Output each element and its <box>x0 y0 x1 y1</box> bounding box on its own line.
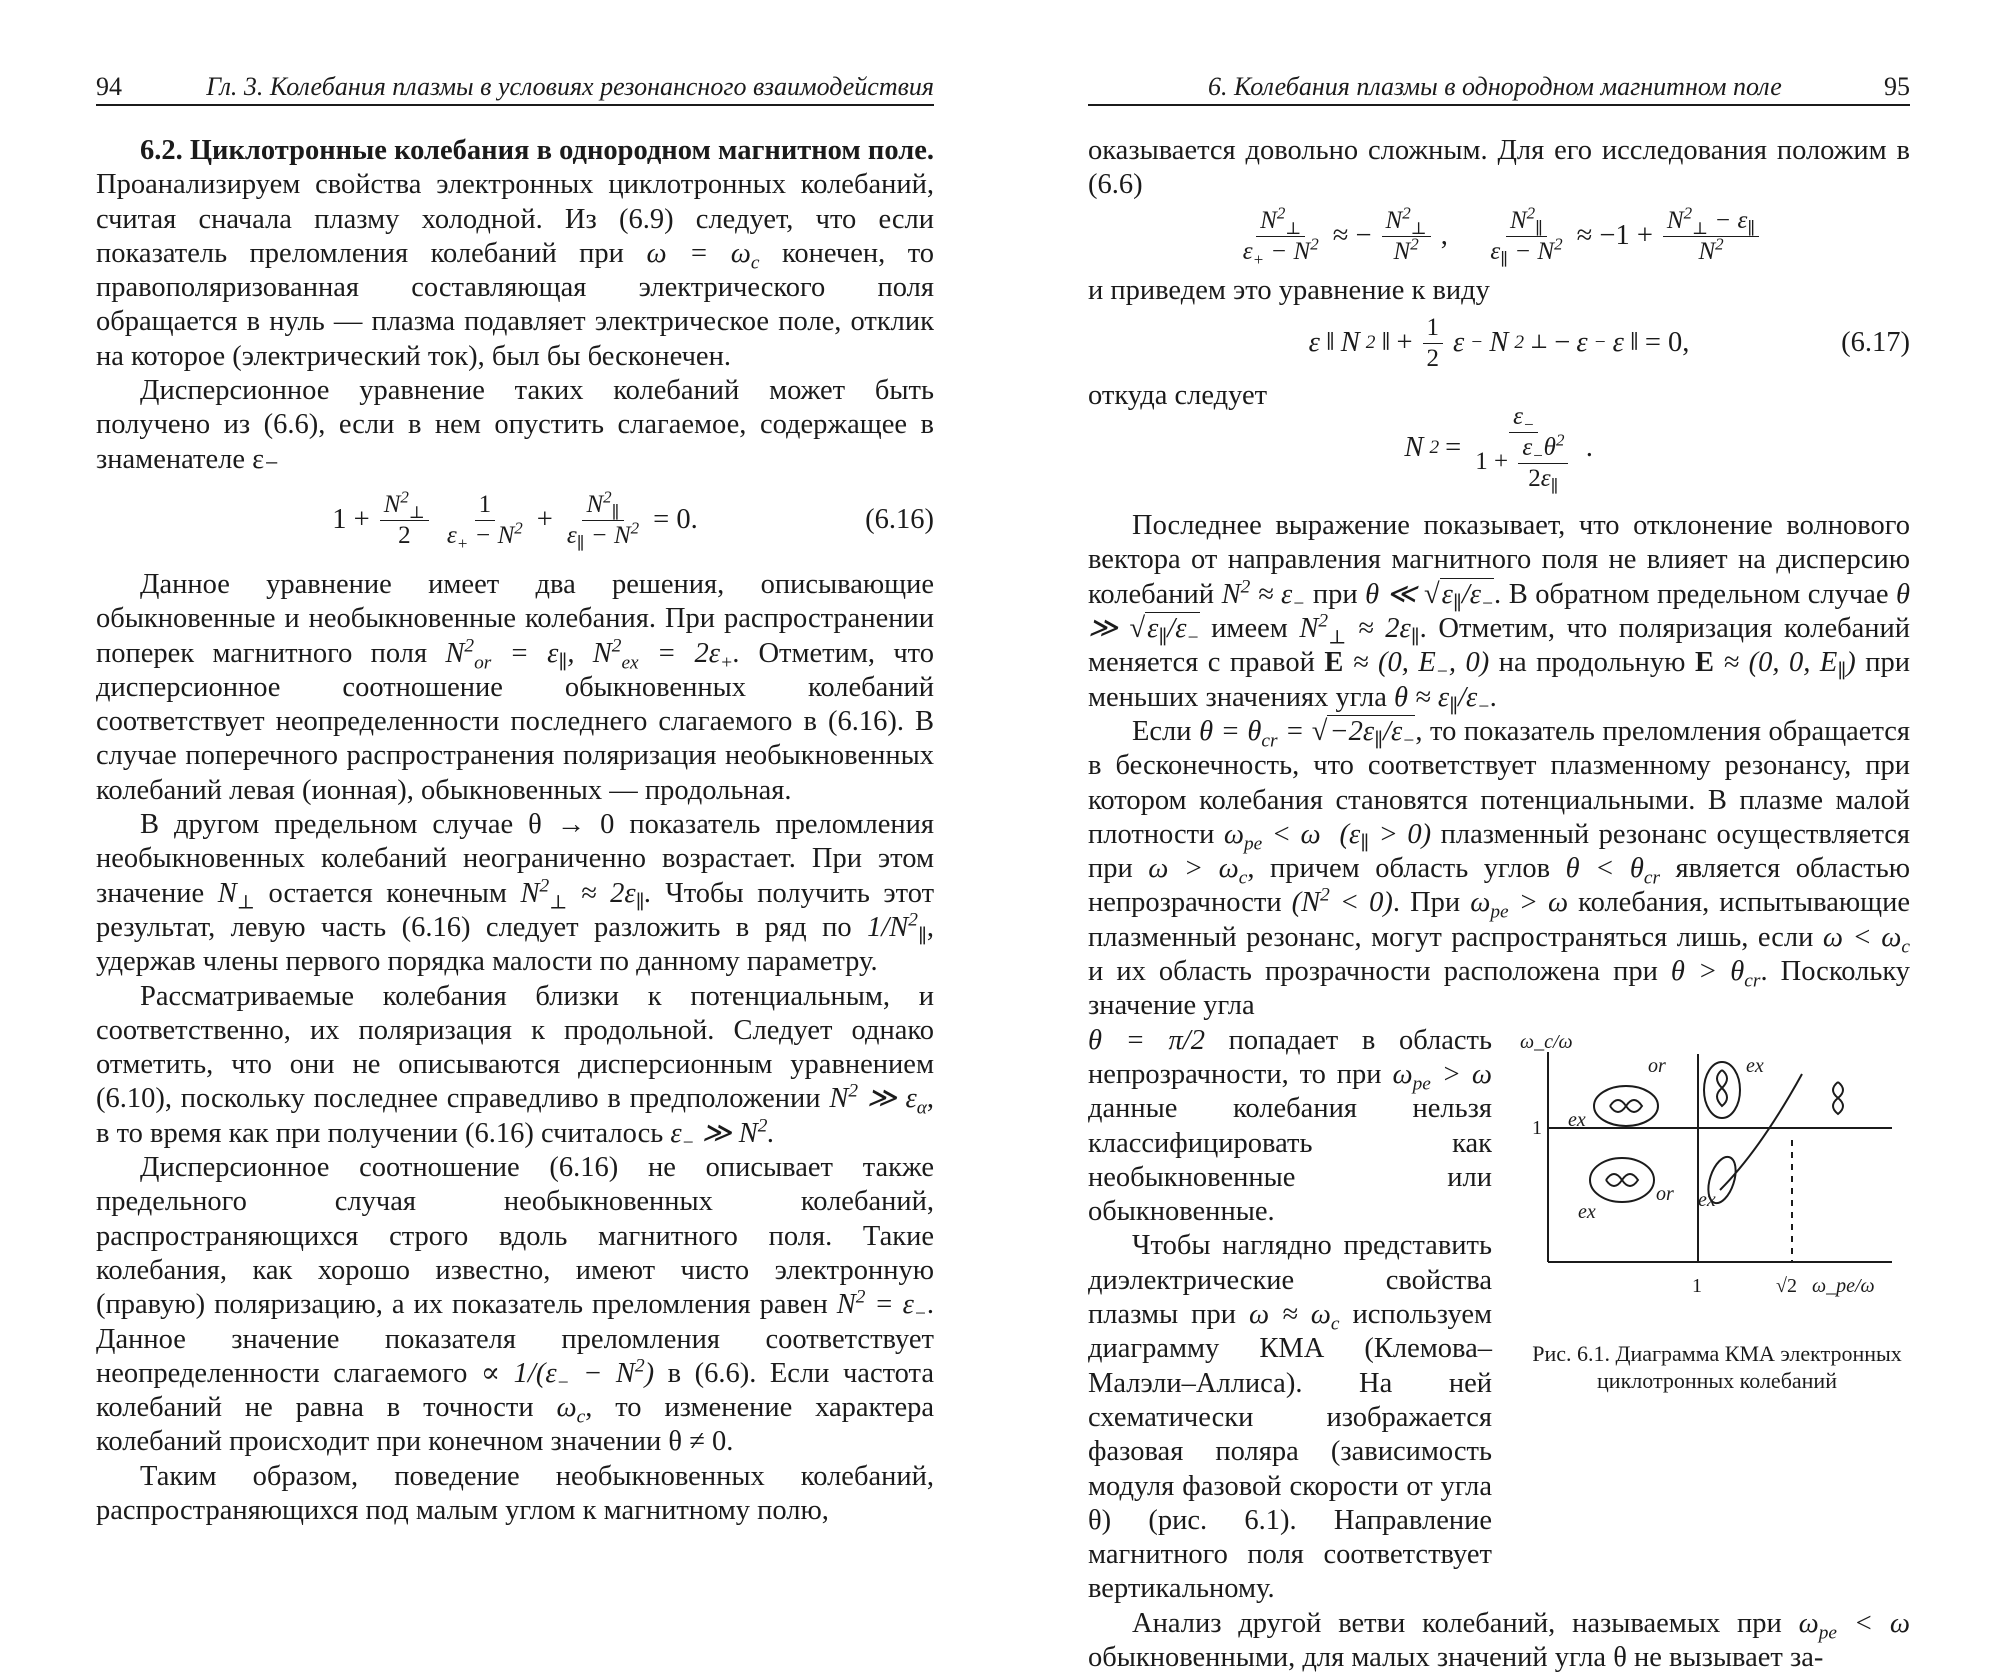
right-running-title: 6. Колебания плазмы в однородном магнитном поле <box>1208 72 1782 101</box>
equation-number: (6.17) <box>1841 327 1910 359</box>
figure-section <box>1088 1024 1910 1607</box>
equation-6-17: ε ∥ N 2 ∥ + $\frac{1}{2}$ ε − N 2 ⊥ − ε − ε ∥ = 0, (6.17) <box>1308 313 1910 372</box>
figure-caption: Рис. 6.1. Диаграмма КМА электронных циклотронных колебаний <box>1532 1340 1902 1393</box>
paragraph-r5-bottom: θ = π/2 попадает в область непрозрачности, то при $\omega_{pe} > \omega$ данные колебания нельзя классифицировать как необыкновенные или обыкновенные. <box>1088 1024 1492 1228</box>
right-page-number: 95 <box>1884 72 1910 101</box>
resonance-curve <box>1720 1074 1802 1190</box>
paragraph-4: В другом предельном случае θ → 0 показатель преломления необыкновенных колебаний неограниченно возрастает. При этом значение $N_\perp$ остается конечным $N^2_\perp \approx 2\varepsilon_\parallel$. Чтобы получить этот результат, левую часть (6.16) следует разложить в ряд по $1/N^2_\parallel$, удержав члены первого порядка малости по данному параметру. <box>96 809 935 978</box>
paragraph-r4: Последнее выражение показывает, что отклонение волнового вектора от направления магнитного поля не влияет на дисперсию колебаний $N^2 \approx \varepsilon_-$ при θ ≪ $√\varepsilon_\parallel/\varepsilon_-$. В обратном предельном случае θ ≫ $√\varepsilon_\parallel/\varepsilon_-$ имеем $N^2_\perp \approx 2\varepsilon_\parallel$. Отметим, что поляризация колебаний меняется с правой E ≈ (0, $E_-$, 0) на продольную E ≈ (0, 0, $E_\parallel$) при меньших значениях угла $\theta \approx \varepsilon_\parallel/\varepsilon_-$. <box>1088 510 1911 718</box>
left-running-title: Гл. 3. Колебания плазмы в условиях резонансного взаимодействия <box>206 72 934 101</box>
left-page-number: 94 <box>96 72 122 101</box>
left-running-head <box>96 70 934 106</box>
tick-x-sqrt2: √2 <box>1776 1274 1797 1297</box>
figure-6-1 <box>1520 1030 1914 1394</box>
formula: $\omega = \omega_c$ <box>646 237 760 274</box>
tick-x-1: 1 <box>1692 1274 1702 1297</box>
paragraph-r1: оказывается довольно сложным. Для его исследования положим в (6.6) <box>1088 135 1910 201</box>
paragraph-r6: Чтобы наглядно представить диэлектрические свойства плазмы при $\omega \approx \omega_c$ используем диаграмму КМА (Клемова–Малэли–Аллиса). На ней схематически изображается фазовая поляра (зависимость модуля фазовой скорости от угла θ) (рис. 6.1). Направление магнитного поля соответствует вертикальному. <box>1088 1230 1493 1605</box>
label-or-top: or <box>1648 1054 1666 1077</box>
paragraph-2: Дисперсионное уравнение таких колебаний может быть получено из (6.6), если в нем опустить слагаемое, содержащее в знаменателе ε₋ <box>96 375 934 475</box>
paragraph-6: Дисперсионное соотношение (6.16) не описывает также предельного случая необыкновенных колебаний, распространяющихся строго вдоль магнитного поля. Такие колебания, как хорошо известно, имеют чисто электронную (правую) поляризацию, а их показатель преломления равен $N^2 = \varepsilon_-$. Данное значение показателя преломления соответствует неопределенности слагаемого ∝ $1/(\varepsilon_- - N^2)$ в (6.6). Если частота колебаний не равна в точности $\omega_c$, то изменение характера колебаний происходит при конечном значении θ ≠ 0. <box>96 1152 935 1458</box>
figure-side-text <box>1088 1024 1492 1607</box>
paragraph-5: Рассматриваемые колебания близки к потенциальным, и соответственно, их поляризация к продольной. Следует однако отметить, что они не описываются дисперсионным уравнением (6.10), поскольку последнее справедливо в предположении $N^2$ ≫ $\varepsilon_\alpha$, в то время как при получении (6.16) считалось $\varepsilon_-$ ≫ $N^2$. <box>96 980 934 1154</box>
paragraph-r7: Анализ другой ветви колебаний, называемых при $\omega_{pe} < \omega$ обыкновенными, для малых значений угла θ не вызывает за- <box>1088 1607 1910 1673</box>
tick-y-1: 1 <box>1532 1116 1542 1139</box>
n-squared-formula: N 2 = $\varepsilon_-$ 1 + $\frac{\varepsilon_-\theta^2}{2\varepsilon_\parallel}$ . <box>1404 403 1594 497</box>
right-running-head <box>1088 70 1910 106</box>
paragraph-3: Данное уравнение имеет два решения, описывающие обыкновенные и необыкновенные колебания. При распространении поперек магнитного поля $N^2_{or} = \varepsilon_\parallel$, $N^2_{ex} = 2\varepsilon_+$. Отметим, что дисперсионное соотношение обыкновенных колебаний соответствует неопределенности последнего слагаемого в (6.16). В случае поперечного распространения поляризация необыкновенных колебаний левая (ионная), обыкновенных — продольная. <box>96 568 934 806</box>
paragraph-r2: и приведем это уравнение к виду <box>1088 274 1490 306</box>
approximation-formula: $\frac{N^2_\perp}{\varepsilon_+ - N^2}$ ≈ − $\frac{N^2_\perp}{N^2}$ , $\frac{N^2_\parallel}{\varepsilon_\parallel - N^2}$ ≈ −1 + $\frac{N^2_\perp - \varepsilon_\parallel}{N^2}$ <box>1088 207 1910 266</box>
left-page <box>96 70 934 1528</box>
cma-diagram <box>1520 1030 1914 1330</box>
lemniscate-top <box>1610 1100 1642 1112</box>
label-ex-top-left: ex <box>1568 1108 1586 1131</box>
right-page <box>1088 70 1910 1675</box>
x-axis-label: ω_pe/ω <box>1812 1274 1875 1297</box>
label-ex-top-right: ex <box>1746 1054 1764 1077</box>
y-axis-label: ω_c/ω <box>1520 1030 1573 1053</box>
label-or-bottom: or <box>1656 1182 1674 1205</box>
equation-number: (6.16) <box>865 504 934 536</box>
equation-6-16: 1 + $\frac{N^2_\perp}{2}$ $\frac{1}{\varepsilon_+ - N^2}$ + $\frac{N^2_\parallel}{\varepsilon_\parallel - N^2}$ = 0. (6.16) <box>332 487 934 553</box>
label-ex-bottom-left: ex <box>1578 1200 1596 1223</box>
paragraph-r5-top: Если $\theta = \theta_{cr} = √-2\varepsilon_\parallel/\varepsilon_-$, то показатель преломления обращается в бесконечность, что соответствует плазменному резонансу, при котором колебания становятся потенциальными. В плазме малой плотности $\omega_{pe} < \omega$ $(\varepsilon_\parallel > 0)$ плазменный резонанс осуществляется при $\omega > \omega_c$, причем область углов $\theta < \theta_{cr}$ является областью непрозрачности $(N^2 < 0)$. При $\omega_{pe} > \omega$ колебания, испытывающие плазменный резонанс, могут распространяться лишь, если $\omega < \omega_c$ и их область прозрачности расположена при $\theta > \theta_{cr}$. Поскольку значение угла <box>1088 715 1911 1022</box>
paragraph-r3: откуда следует <box>1088 379 1268 411</box>
figure-eight-far-right <box>1833 1082 1843 1114</box>
label-ex-bottom-right: ex <box>1698 1188 1716 1211</box>
figure-eight-top-right <box>1717 1070 1727 1106</box>
lemniscate-bottom <box>1606 1174 1638 1186</box>
paragraph-1: 6.2. Циклотронные колебания в однородном магнитном поле. Проанализируем свойства электронных циклотронных колебаний, считая сначала плазму холодной. Из (6.9) следует, что если показатель преломления колебаний при $\omega = \omega_c$ конечен, то правополяризованная составляющая электрического поля обращается в нуль — плазма подавляет электрическое поле, отклик на которое (электрический ток), был бы бесконечен. <box>96 135 935 372</box>
paragraph-7: Таким образом, поведение необыкновенных колебаний, распространяющихся под малым углом к магнитному полю, <box>96 1460 934 1526</box>
section-title: 6.2. Циклотронные колебания в однородном магнитном поле. <box>140 135 934 166</box>
